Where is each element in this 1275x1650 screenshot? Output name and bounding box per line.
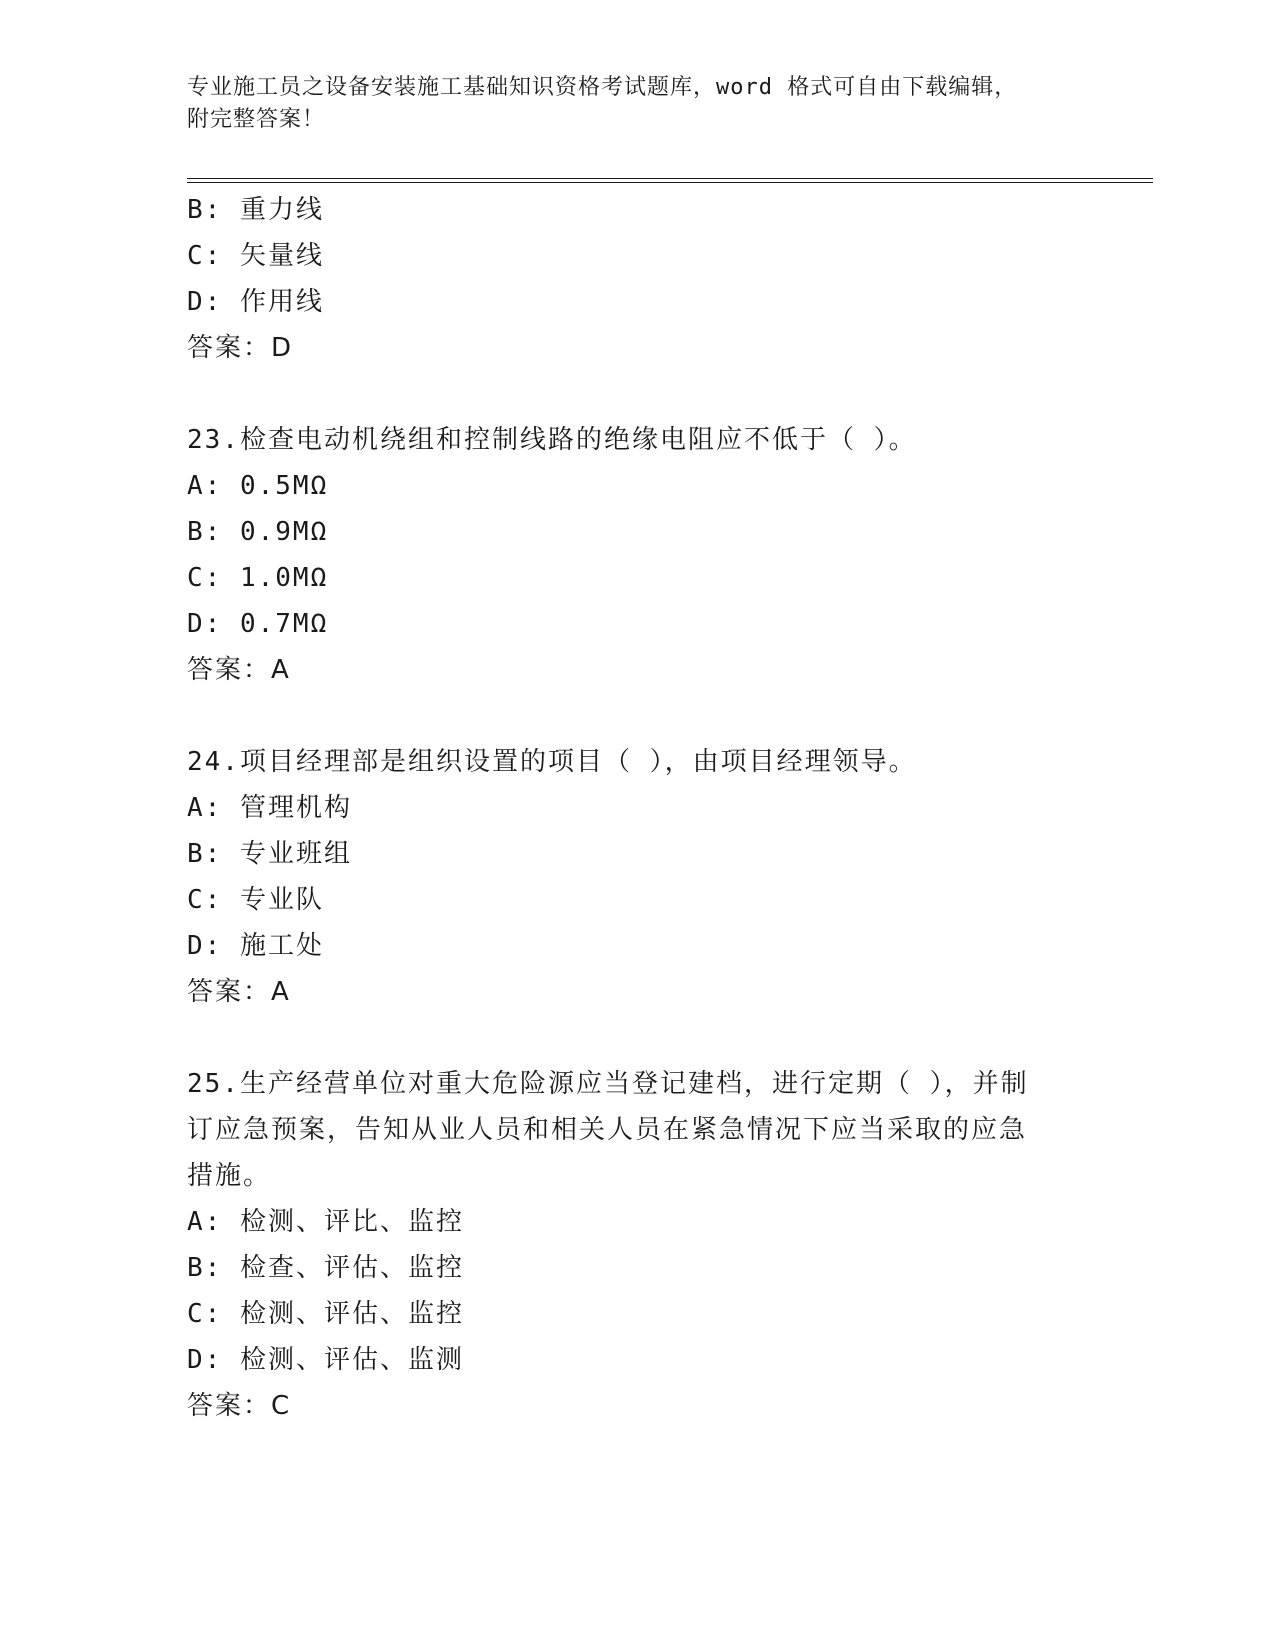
question-22-tail — [187, 187, 1087, 371]
question-stem: 24.项目经理部是组织设置的项目（ ），由项目经理领导。 — [187, 747, 917, 777]
question-stem-line-3: 措施。 — [187, 1161, 272, 1191]
question-list — [187, 187, 1087, 1429]
spacer — [187, 1015, 1087, 1061]
option-d: D: 作用线 — [187, 287, 324, 317]
option-c: C: 矢量线 — [187, 241, 324, 271]
option-c: C: 检测、评估、监控 — [187, 1299, 464, 1329]
option-a: A: 检测、评比、监控 — [187, 1207, 464, 1237]
question-24 — [187, 739, 1087, 1015]
question-stem-line-2: 订应急预案，告知从业人员和相关人员在紧急情况下应当采取的应急 — [187, 1115, 1028, 1145]
option-d: D: 施工处 — [187, 931, 324, 961]
option-b: B: 重力线 — [187, 195, 324, 225]
answer-label: 答案：A — [187, 655, 291, 685]
option-c: C: 专业队 — [187, 885, 324, 915]
option-c: C: 1.0MΩ — [187, 563, 329, 593]
question-25 — [187, 1061, 1087, 1429]
document-header — [187, 72, 1087, 136]
option-a: A: 0.5MΩ — [187, 471, 329, 501]
header-divider-bottom — [187, 182, 1153, 183]
question-stem-line-1: 25.生产经营单位对重大危险源应当登记建档，进行定期（ ），并制 — [187, 1069, 1029, 1099]
header-line-1: 专业施工员之设备安装施工基础知识资格考试题库，word 格式可自由下载编辑， — [187, 75, 1018, 100]
header-divider-top — [187, 178, 1153, 179]
option-a: A: 管理机构 — [187, 793, 352, 823]
question-stem: 23.检查电动机绕组和控制线路的绝缘电阻应不低于（ ）。 — [187, 425, 917, 455]
option-d: D: 0.7MΩ — [187, 609, 329, 639]
answer-label: 答案：D — [187, 333, 294, 363]
spacer — [187, 371, 1087, 417]
header-line-2: 附完整答案！ — [187, 107, 326, 132]
answer-label: 答案：A — [187, 977, 291, 1007]
question-23 — [187, 417, 1087, 693]
option-b: B: 0.9MΩ — [187, 517, 329, 547]
option-d: D: 检测、评估、监测 — [187, 1345, 464, 1375]
option-b: B: 检查、评估、监控 — [187, 1253, 464, 1283]
answer-label: 答案：C — [187, 1391, 292, 1421]
spacer — [187, 693, 1087, 739]
option-b: B: 专业班组 — [187, 839, 352, 869]
